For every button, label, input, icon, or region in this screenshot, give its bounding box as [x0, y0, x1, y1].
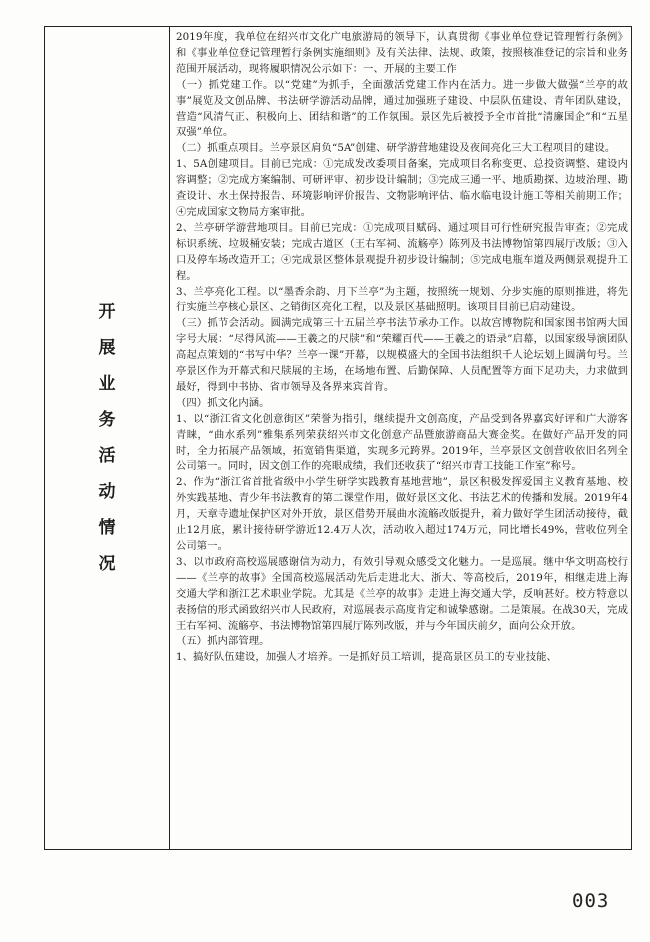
study-camp-paragraph: 2、兰亭研学游营地项目。目前已完成：①完成项目赋码、通过项目可行性研究报告审查；②完成标识系统、垃圾桶安装；完成古道区（王右军祠、流觞亭）陈列及书法博物馆第四展厅改版；③入口及停车场改造开工；④完成景区整体景观提升初步设计编制；⑤完成电瓶车道及两侧景观提升工程。 [176, 221, 628, 282]
label-char: 业 [98, 374, 116, 394]
label-char: 活 [98, 446, 116, 466]
team-building-paragraph: 1、搞好队伍建设，加强人才培养。一是抓好员工培训，提高景区员工的专业技能、 [176, 651, 557, 664]
label-char: 展 [98, 338, 116, 358]
intro-paragraph: 2019年度，我单位在绍兴市文化广电旅游局的领导下，认真贯彻《事业单位登记管理暂行条例》和《事业单位登记管理暂行条例实施细则》及有关法律、法规、政策，按照核准登记的宗旨和业务范围开展活动，现将履职情况公示如下：一、开展的主要工作 [176, 31, 628, 75]
culture-heading: （四）抓文化内涵。 [176, 396, 270, 409]
content-cell [176, 30, 628, 850]
lighting-project-paragraph: 3、兰亭亮化工程。以“墨香余韵、月下兰亭”为主题，按照统一规划、分步实施的原则推进，将先行实施兰亭核心景区、之销街区亮化工程，以及景区基础照明。该项目目前已启动建设。 [176, 285, 628, 314]
study-base-paragraph: 2、作为“浙江省首批省级中小学生研学实践教育基地营地”，景区积极发挥爱国主义教育基地、校外实践基地、青少年书法教育的第二课堂作用，做好景区文化、书法艺术的传播和发展。2019年4月，天章寺遗址保护区对外开放，景区借势开展曲水流觞改版提升，着力做好学生团活动接待，截止12月底，累计接待研学游近12.4万人次，活动收入超过174万元，同比增长49%，营收位列全公司第一。 [176, 476, 628, 552]
key-projects-heading: （二）抓重点项目。兰亭景区肩负“5A”创建、研学游营地建设及夜间亮化三大工程项目的建设。 [176, 142, 616, 155]
label-char: 情 [98, 518, 116, 538]
report-table [44, 26, 632, 850]
label-char: 务 [98, 410, 116, 430]
column-divider [169, 27, 170, 849]
page-number: 003 [572, 890, 610, 912]
cultural-creative-paragraph: 1、以“浙江省文化创意街区”荣誉为指引，继续提升文创高度，产品受到各界嘉宾好评和广大游客青睐，“曲水系列”雅集系列荣获绍兴市文化创意产品暨旅游商品大赛金奖。在做好产品开发的同时，全力拓展产品领域，拓宽销售渠道，实现多元跨界。2019年，兰亭景区文创营收依旧名列全公司第一。同时，因文创工作的亮眼成绩，我们还收获了“绍兴市青工技能工作室”称号。 [176, 412, 628, 473]
exhibition-paragraph: 3、以市政府高校巡展感谢信为动力，有效引导观众感受文化魅力。一是巡展。继中华文明高校行——《兰亭的故事》全国高校巡展活动先后走进北大、浙大、等高校后，2019年，相继走进上海交通大学和浙江艺术职业学院。尤其是《兰亭的故事》走进上海交通大学，反响甚好。校方特意以表扬信的形式函致绍兴市人民政府，对巡展表示高度肯定和诚挚感谢。二是策展。在战30天，完成王右军祠、流觞亭、书法博物馆第四展厅陈列改版，并与今年国庆前夕，面向公众开放。 [176, 555, 628, 632]
party-building-paragraph: （一）抓党建工作。以“党建”为抓手，全面激活党建工作内在活力。进一步做大做强“兰亭的故事”展览及文创品牌、书法研学游活动品牌，通过加强班子建设、中层队伍建设、青年团队建设，营造“风清气正、积极向上、团结和谐”的工作氛围。景区先后被授予全市首批“清廉国企”和“五星双强”单位。 [176, 78, 628, 139]
festival-paragraph: （三）抓节会活动。圆满完成第三十五届兰亭书法节承办工作。以故宫博物院和国家图书馆两大国字号大展：“尽得风流——王羲之的尺牍”和“荣耀百代——王羲之的语录”启幕，以国家级导演团队高起点策划的“书写中华？兰亭一课”开幕，以规模盛大的全国书法组织千人论坛划上圆满句号。兰亭景区作为开幕式和尺牍展的主场，在场地布置、后勤保障、人员配置等方面下足功夫，力求做到最好，得到中书协、省市领导及各界来宾首肯。 [176, 317, 628, 393]
5a-project-paragraph: 1、5A创建项目。目前已完成：①完成发改委项目备案，完成项目名称变更、总投资调整、建设内容调整；②完成方案编制、可研评审、初步设计编制；③完成三通一平、地质勘探、边坡治理、勘查设计、水土保持报告、环境影响评价报告、文物影响评估、临水临电设计施工等相关前期工作；④完成国家文物局方案审批。 [176, 158, 628, 218]
label-char: 况 [98, 554, 116, 574]
label-char: 开 [98, 302, 116, 322]
section-label [45, 27, 169, 849]
label-char: 动 [98, 482, 116, 502]
management-heading: （五）抓内部管理。 [176, 635, 270, 648]
